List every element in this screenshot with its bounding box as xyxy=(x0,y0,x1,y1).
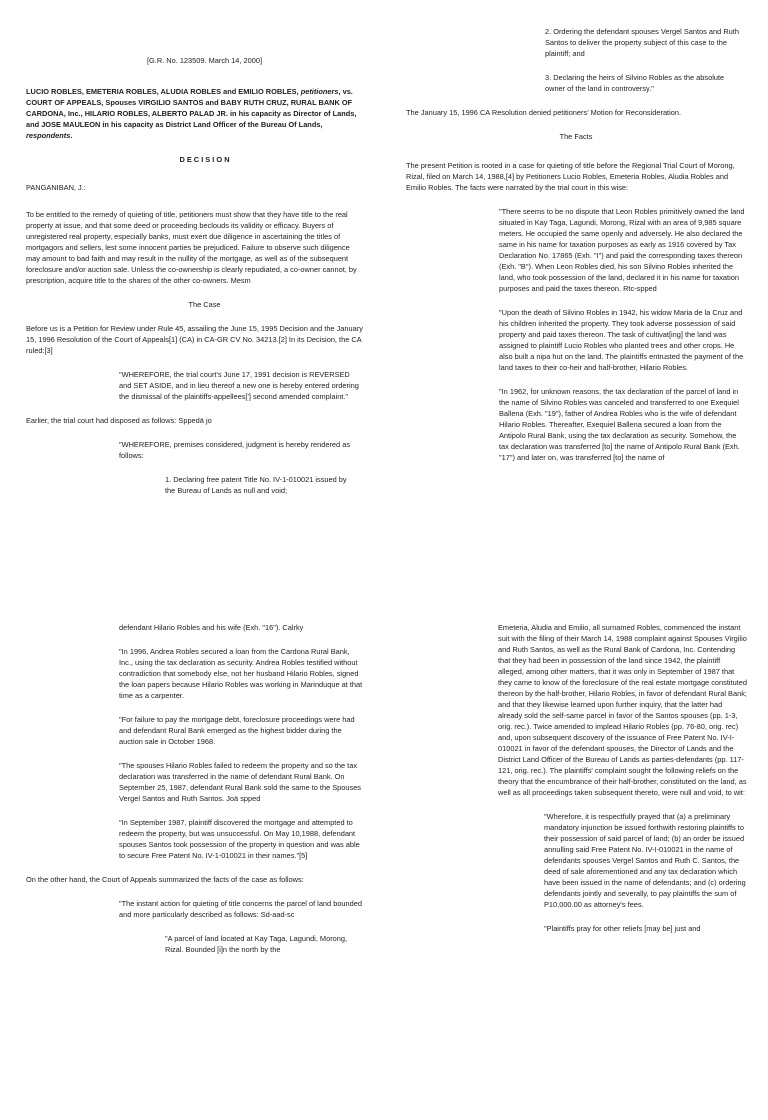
facts-intro-paragraph: The present Petition is rooted in a case for quieting of title before the Regional Trial Court of Morong, Rizal, filed on March 14, 1988,[4] by Petitioners Lucio Robles, Emeteria Robles, Aludia Robles and Emilio Robles. The facts were narrated by the trial court in this wise: xyxy=(406,161,735,192)
intro-paragraph: To be entitled to the remedy of quieting of title, petitioners must show that they have title to the real property at issue, and that some deed or proceeding beclouds its validity or efficacy. Buyers of unregistered real property, especially banks, must exert due diligence in ascertaining the titles of mortgagors and sellers, lest some innocent parties be prejudiced. Failure to observe such diligence may amount to bad faith and may result in the nullity of the mortgage, as well as of the subsequent foreclosure and/or auction sale. Unless the co-ownership is clearly repudiated, a co-owner cannot, by prescription, acquire title to the shares of the other co-owners. Mesm xyxy=(26,210,357,285)
document-page-1 xyxy=(0,0,768,512)
parties-caption xyxy=(26,86,363,141)
disposition-item-2: 2. Ordering the defendant spouses Vergel Santos and Ruth Santos to deliver the property subject of this case to the plaintiff; and xyxy=(545,27,739,58)
page1-left-column xyxy=(26,55,363,509)
disposition-item-1: 1. Declaring free patent Title No. IV-1-010021 issued by the Bureau of Lands as null and void; xyxy=(165,475,347,495)
silvino-death-quote: "Upon the death of Silvino Robles in 1942, his widow Maria de la Cruz and his children inherited the property. They took adverse possession of said property and paid taxes thereon. The task of cultivat[ing] the land was assigned to plaintiff Lucio Robles who planted trees and other crops. He also built a nipa hut on the land. The plaintiffs entrusted the payment of the land taxes to their co-heir and half-brother, Hilario Robles. xyxy=(499,308,744,372)
page1-right-column xyxy=(406,26,746,476)
earlier-paragraph: Earlier, the trial court had disposed as follows: Sppedä jo xyxy=(26,416,212,425)
decision-heading: D E C I S I O N xyxy=(179,155,230,164)
discovery-quote: "In September 1987, plaintiff discovered the mortgage and attempted to redeem the property, but was unsuccessful. On May 10,1988, defendant spouses Santos took possession of the property in question and was able to secure Free Patent No. IV-1-010021 in their names."[5] xyxy=(119,818,360,860)
respondents-label: respondents xyxy=(26,131,71,140)
trial-court-wherefore-quote: "WHEREFORE, premises considered, judgment is hereby rendered as follows: xyxy=(119,440,351,460)
respondents-names: , vs. COURT OF APPEALS, Spouses VIRGILIO SANTOS and BABY RUTH CRUZ, RURAL BANK OF CARDONA, Inc., HILARIO ROBLES, ALBERTO PALAD JR. xyxy=(26,87,353,118)
prayer-quote: "Wherefore, it is respectfully prayed that (a) a preliminary mandatory injunction be issued forthwith restoring plaintiffs to their possession of said parcel of land; (b) an order be issued annulling said Free Patent No. IV-I-010021 in the name of defendants spouses Vergel Santos and Ruth C. Santos, the deed of sale aforementioned and any tax declaration which have been issued in the name of defendants; and (c) ordering defendants jointly and severally, to pay plaintiffs the sum of P10,000.00 as attorney's fees. xyxy=(544,812,746,909)
instant-action-quote: "The instant action for quieting of title concerns the parcel of land bounded and more particularly described as follows: Sd-aad-sc xyxy=(119,899,362,919)
foreclosure-quote: "For failure to pay the mortgage debt, foreclosure proceedings were had and defendant Rural Bank emerged as the highest bidder during the auction sale in October 1968. xyxy=(119,715,355,746)
continued-text: defendant Hilario Robles and his wife (Exh. "16"). Calrky xyxy=(119,623,304,632)
case-paragraph: Before us is a Petition for Review under Rule 45, assailing the June 15, 1995 Decision and the January 15, 1996 Resolution of the Court of Appeals[1] (CA) in CA-GR CV No. 34213.[2] In its Decision, the CA ruled:[3] xyxy=(26,324,363,355)
tax-declaration-1962-quote: "In 1962, for unknown reasons, the tax declaration of the parcel of land in the name of Silvino Robles was canceled and transferred to one Exequiel Ballena (Exh. "19"), father of Andrea Robles who is the wife of defendant Hilario Robles. Thereafter, Exequiel Ballena secured a loan from the Antipolo Rural Bank, using the tax declaration as security. Somehow, the tax declaration was transferred [to] the name of Antipolo Rural Bank (Exh. "17") and later on, was transferred [to] the name of xyxy=(499,387,740,462)
disposition-item-3: 3. Declaring the heirs of Silvino Robles as the absolute owner of the land in controversy." xyxy=(545,73,725,93)
respondents-capacity: in his capacity as Director of Lands, and JOSE MAULEON in his capacity as District Land Officer of the Bureau Of Lands, xyxy=(26,109,357,129)
redemption-failure-quote: "The spouses Hilario Robles failed to redeem the property and so the tax declaration was transferred in the name of defendant Rural Bank. On September 25, 1987, defendant Rural Bank sold the same to the Spouses Vergel Santos and Ruth Santos. Joä spped xyxy=(119,761,361,803)
page2-left-column xyxy=(26,622,363,968)
petitioners-names: LUCIO ROBLES, EMETERIA ROBLES, ALUDIA ROBLES and EMILIO ROBLES, xyxy=(26,87,299,96)
ca-ruling-quote: "WHEREFORE, the trial court's June 17, 1991 decision is REVERSED and SET ASIDE, and in lieu thereof a new one is hereby entered ordering the dismissal of the plaintiffs-appellees['] second amended complaint." xyxy=(119,370,359,401)
petitioners-label: petitioners xyxy=(300,87,339,96)
loan-1996-quote: "In 1996, Andrea Robles secured a loan from the Cardona Rural Bank, Inc., using the tax declaration as security. Andrea Robles testified without contradiction that somebody else, not her husband Hilario Robles, signed the loan papers because Hilario Robles was working in Marinduque at that time as a carpenter. xyxy=(119,647,363,700)
ponente: PANGANIBAN, J.: xyxy=(26,183,86,192)
page2-right-column xyxy=(498,622,748,947)
other-reliefs-quote: "Plaintiffs pray for other reliefs [may be] just and xyxy=(544,924,701,933)
parcel-description-quote: "A parcel of land located at Kay Taga, Lagundi, Morong, Rizal. Bounded [i]n the north by the xyxy=(165,934,348,954)
document-page-2 xyxy=(0,608,768,1120)
gr-number: [G.R. No. 123509. March 14, 2000] xyxy=(146,56,263,65)
continued-complaint-text: Emeteria, Aludia and Emilio, all surnamed Robles, commenced the instant suit with the filing of their March 14, 1988 complaint against Spouses Virgilio and Ruth Santos, as well as the Rural Bank of Cardona, Inc. Contending that they had been in possession of the land since 1942, the plaintiff alleged, among other matters, that it was only in September of 1987 that they came to know of the foreclosure of the real estate mortgage constituted thereon by the half-brother, Hilario Robles, in favor of defendant Rural Bank; and that they likewise learned upon further inquiry, that the latter had already sold the self-same parcel in favor of the Santos spouses (pp. 1-3, orig. rec.). Twice amended to implead Hilario Robles (pp. 76-80, orig. rec) and, upon subsequent discovery of the issuance of Free Patent No. IV-I-010021 in favor of the defendant spouses, the Director of Lands and the District Land Officer of the Bureau of Lands as parties-defendants (pp. 117-121, orig. rec.). The plaintiffs' complaint sought the following reliefs on the theory that the encumbrance of their half-brother, constituted on the land, as well as all proceedings taken subsequent thereto, were null and void, to wit: xyxy=(498,623,747,797)
caption-period: . xyxy=(70,131,73,140)
facts-heading: The Facts xyxy=(559,132,593,141)
case-heading: The Case xyxy=(188,300,221,309)
leon-robles-quote: "There seems to be no dispute that Leon Robles primitively owned the land situated in Kay Taga, Lagundi, Morong, Rizal with an area of 9,985 square meters. He occupied the same openly and adversely. He also declared the same in his name for taxation purposes as early as 1916 covered by Tax Declaration No. 17865 (Exh. "I") and paid the corresponding taxes thereon (Exh. "B"). When Leon Robles died, his son Silvino Robles inherited the land, who took possession of the land, declared it in his name for taxation purposes and paid the taxes thereon. Rtc-spped xyxy=(499,207,745,293)
resolution-paragraph: The January 15, 1996 CA Resolution denied petitioners' Motion for Reconsideration. xyxy=(406,108,682,117)
ca-summary-paragraph: On the other hand, the Court of Appeals summarized the facts of the case as follows: xyxy=(26,875,304,884)
